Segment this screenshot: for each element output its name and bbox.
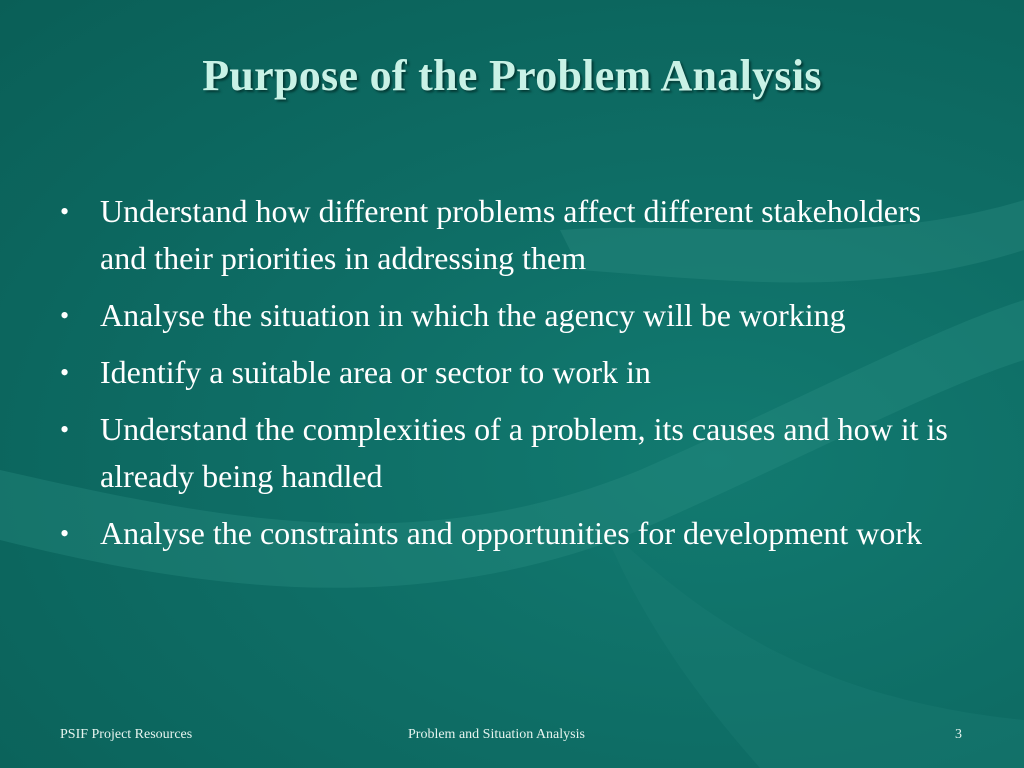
bullet-text: Analyse the constraints and opportunities for development work [100, 515, 923, 551]
bullet-icon: • [60, 415, 70, 444]
slide-title: Purpose of the Problem Analysis [202, 51, 822, 100]
bullet-icon: • [60, 358, 70, 387]
bullet-icon: • [60, 301, 70, 330]
bullet-text: Understand how different problems affect different stakeholders and their priorities in addressing them [100, 193, 922, 276]
bullet-item [58, 349, 958, 396]
footer-source: PSIF Project Resources [60, 727, 193, 742]
bullet-text: Understand the complexities of a problem, its causes and how it is already being handled [100, 411, 948, 494]
bullet-item [58, 406, 958, 500]
bullet-icon: • [60, 197, 70, 226]
page-number: 3 [955, 727, 962, 742]
bullet-icon: • [60, 519, 70, 548]
bullet-list [58, 188, 958, 567]
bullet-text: Analyse the situation in which the agency will be working [100, 297, 846, 333]
footer-topic: Problem and Situation Analysis [408, 727, 585, 742]
bullet-item [58, 188, 958, 282]
bullet-item [58, 292, 958, 339]
bullet-text: Identify a suitable area or sector to work in [100, 354, 651, 390]
bullet-item [58, 510, 958, 557]
